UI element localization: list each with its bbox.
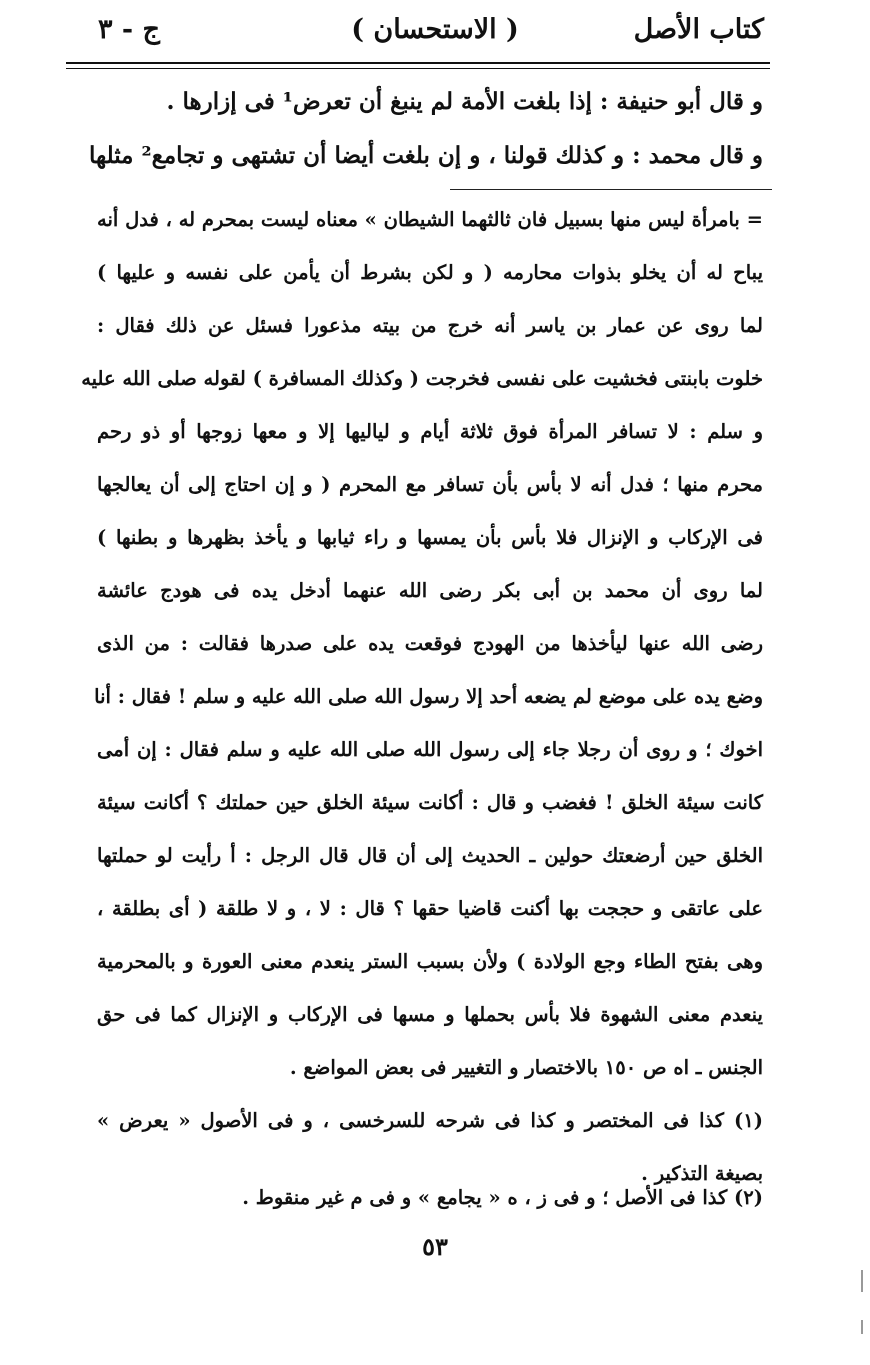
chapter-title: ( الاستحسان )	[351, 14, 519, 45]
commentary-line: وهى بفتح الطاء وجع الولادة ) ولأن بسبب الستر ينعدم معنى العورة و بالمحرمية	[97, 950, 763, 973]
scan-edge-mark	[861, 1320, 863, 1334]
commentary-line: وضع يده على موضع لم يضعه أحد إلا رسول الله صلى الله عليه و سلم ! فقال : أنا	[94, 685, 763, 708]
footnote-2: (٢) كذا فى الأصل ؛ و فى ز ، ه « يجامع » و فى م غير منقوط .	[242, 1186, 763, 1209]
commentary-line: لما روى أن محمد بن أبى بكر رضى الله عنهما أدخل يده فى هودج عائشة	[97, 579, 763, 602]
footnote-1: (١) كذا فى المختصر و كذا فى شرحه للسرخسى ، و فى الأصول « يعرض »	[97, 1109, 763, 1132]
header-rule-thick	[66, 62, 770, 64]
book-title: كتاب الأصل	[633, 14, 764, 45]
main-text-line: و قال أبو حنيفة : إذا بلغت الأمة لم ينبغ أن تعرض¹ فى إزارها .	[166, 88, 763, 115]
commentary-line: فى الإركاب و الإنزال فلا بأس بأن يمسها و راء ثيابها و يأخذ بظهرها و بطنها )	[97, 526, 763, 549]
commentary-line: اخوك ؛ و روى أن رجلا جاء إلى رسول الله صلى الله عليه و سلم فقال : إن أمى	[97, 738, 763, 761]
volume-number: ج - ٣	[98, 14, 160, 45]
page-number: ٥٣	[422, 1232, 448, 1261]
commentary-line: يباح له أن يخلو بذوات محارمه ( و لكن بشرط أن يأمن على نفسه و عليها )	[97, 261, 763, 284]
commentary-line: كانت سيئة الخلق ! فغضب و قال : أكانت سيئة الخلق حين حملتك ؟ أكانت سيئة	[97, 791, 763, 814]
commentary-line: لما روى عن عمار بن ياسر أنه خرج من بيته مذعورا فسئل عن ذلك فقال :	[97, 314, 763, 337]
footnote-1-continued: بصيغة التذكير .	[641, 1162, 763, 1185]
commentary-line: الجنس ـ اه ص ١٥٠ بالاختصار و التغيير فى بعض المواضع .	[289, 1056, 763, 1079]
commentary-line: ينعدم معنى الشهوة فلا بأس بحملها و مسها فى الإركاب و الإنزال كما فى حق	[97, 1003, 763, 1026]
commentary-line: الخلق حين أرضعتك حولين ـ الحديث إلى أن قال قال الرجل : أ رأيت لو حملتها	[97, 844, 763, 867]
commentary-line: محرم منها ؛ فدل أنه لا بأس بأن تسافر مع المحرم ( و إن احتاج إلى أن يعالجها	[97, 473, 763, 496]
commentary-line: رضى الله عنها ليأخذها من الهودج فوقعت يده على صدرها فقالت : من الذى	[97, 632, 763, 655]
commentary-line: خلوت بابنتى فخشيت على نفسى فخرجت ( وكذلك المسافرة ) لقوله صلى الله عليه	[81, 367, 763, 390]
main-text-line: و قال محمد : و كذلك قولنا ، و إن بلغت أيضا أن تشتهى و تجامع² مثلها	[89, 142, 763, 169]
scan-edge-mark	[861, 1270, 863, 1292]
commentary-line: = بامرأة ليس منها بسبيل فان ثالثهما الشيطان » معناه ليست بمحرم له ، فدل أنه	[97, 208, 763, 231]
header-rule-thin	[66, 68, 770, 69]
commentary-line: على عاتقى و حججت بها أكنت قاضيا حقها ؟ قال : لا ، و لا طلقة ( أى بطلقة ،	[97, 897, 763, 920]
commentary-line: و سلم : لا تسافر المرأة فوق ثلاثة أيام و لياليها إلا و معها زوجها أو ذو رحم	[97, 420, 763, 443]
footnote-separator	[450, 189, 772, 190]
